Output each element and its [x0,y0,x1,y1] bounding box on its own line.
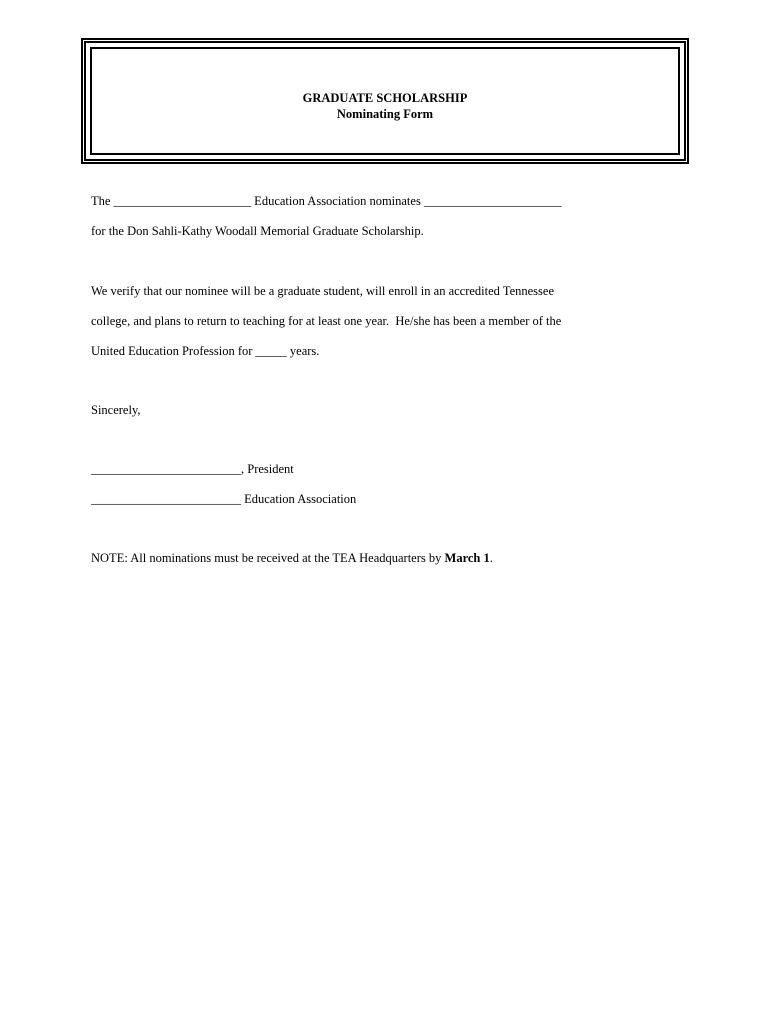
title-box [81,38,689,164]
note-prefix: NOTE: All nominations must be received at the TEA Headquarters by [91,551,445,565]
note-suffix: . [489,551,493,565]
verification-line-2: college, and plans to return to teaching for at least one year. He/she has been a member of the [91,314,562,328]
scholarship-line: for the Don Sahli-Kathy Woodall Memorial Graduate Scholarship. [91,224,424,238]
signature-association: ________________________ Education Association [91,492,357,506]
signature-president: ________________________, President [91,462,294,476]
title-box-inner-border [90,47,680,155]
form-subtitle: Nominating Form [336,107,434,121]
form-title: GRADUATE SCHOLARSHIP [302,91,468,105]
nomination-line: The ______________________ Education Association nominates ______________________ [91,194,562,208]
note-deadline: March 1 [444,551,490,565]
verification-line-3: United Education Profession for _____ years. [91,344,320,358]
closing: Sincerely, [91,403,141,417]
verification-line-1: We verify that our nominee will be a graduate student, will enroll in an accredited Tennessee [91,284,555,298]
deadline-note [91,551,493,565]
